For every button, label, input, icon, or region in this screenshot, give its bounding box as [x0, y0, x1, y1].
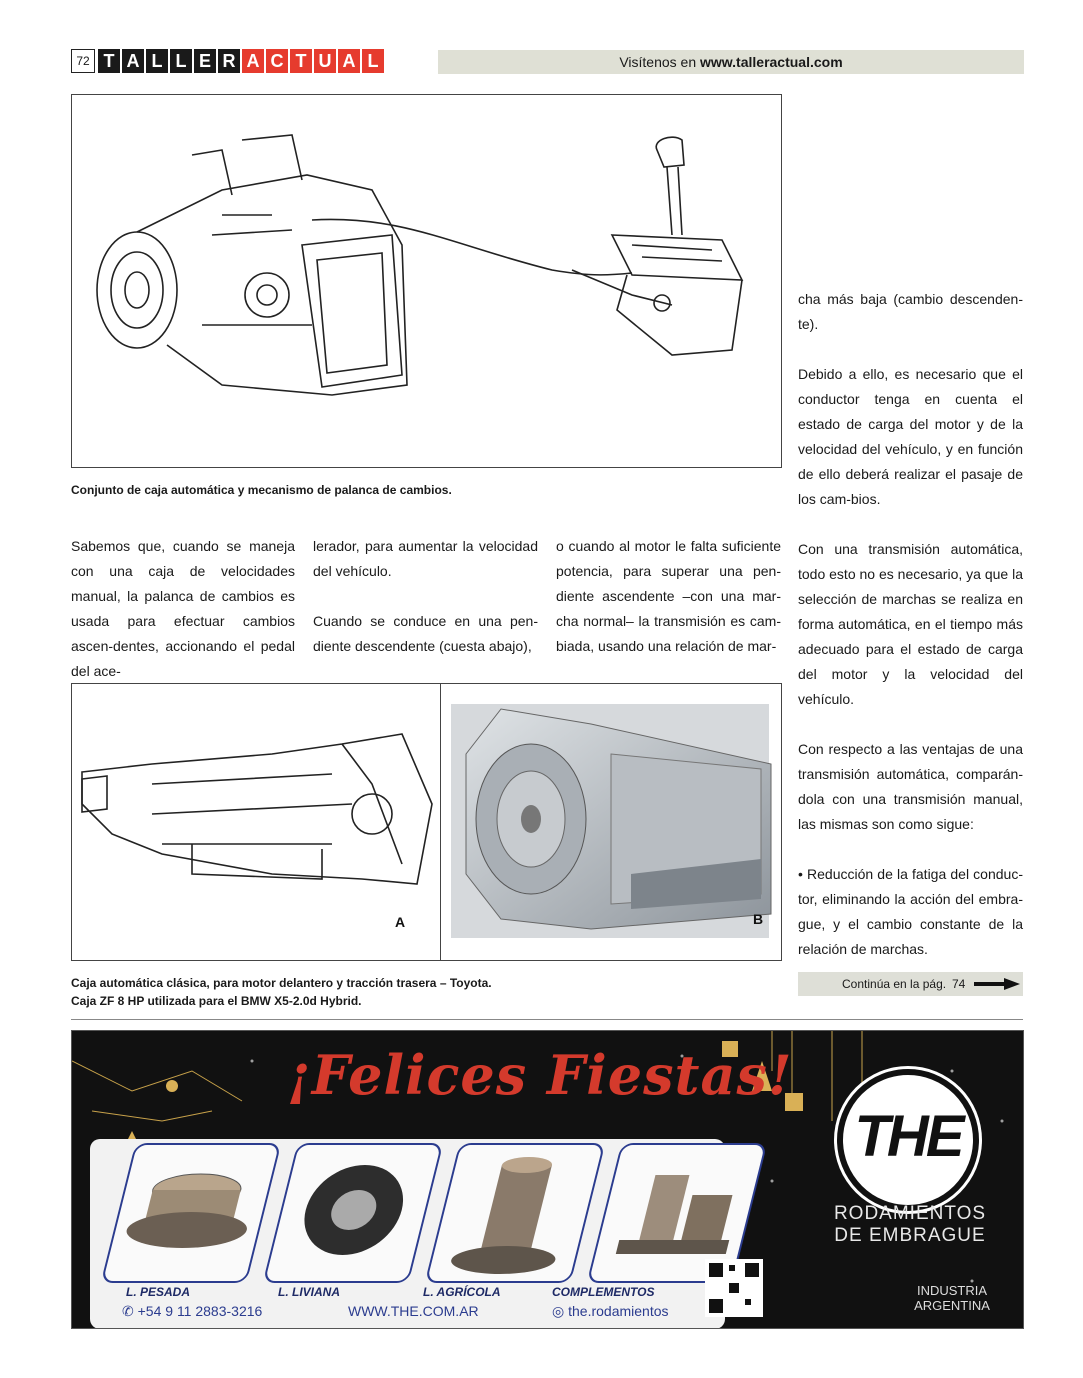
- page-number: 72: [71, 49, 95, 73]
- origin-line: INDUSTRIA: [916, 1283, 988, 1298]
- brand-name: THE: [854, 1104, 962, 1169]
- ad-title: ¡Felices Fiestas!: [287, 1043, 793, 1107]
- logo-letter: L: [146, 49, 168, 73]
- bearing-icon: [427, 1145, 603, 1281]
- logo-letter: A: [242, 49, 264, 73]
- logo-letter: A: [122, 49, 144, 73]
- products-panel: [90, 1139, 725, 1329]
- paragraph: cha más baja (cambio descenden-te).: [798, 291, 1023, 332]
- paragraph: lerador, para aumentar la velocidad del vehículo.: [313, 538, 538, 579]
- product-label: L. AGRÍCOLA: [423, 1285, 501, 1299]
- figure-caption-top: Conjunto de caja automática y mecanismo de palanca de cambios.: [71, 483, 452, 497]
- logo-letter: T: [290, 49, 312, 73]
- product-label: COMPLEMENTOS: [552, 1285, 655, 1299]
- paragraph: Con respecto a las ventajas de una transmisión automática, comparán-dola con una transmisión manual, las mismas son como sigue:: [798, 741, 1023, 832]
- brand-tagline: [820, 1203, 1000, 1247]
- paragraph: Cuando se conduce en una pen-diente descendente (cuesta abajo),: [313, 613, 538, 654]
- transmission-drawing: [72, 95, 781, 467]
- toyota-transmission-drawing: [72, 684, 440, 960]
- transmission-comparison-figure: [71, 683, 782, 961]
- logo-letter: T: [98, 49, 120, 73]
- origin-line: ARGENTINA: [914, 1298, 990, 1313]
- figure-caption-bottom: [71, 974, 780, 1010]
- product-label: L. LIVIANA: [278, 1285, 340, 1299]
- continue-page: 74: [952, 977, 966, 991]
- bearing-icon: [103, 1145, 279, 1281]
- continue-text: Continúa en la pág.: [842, 977, 947, 991]
- origin-text: [892, 1283, 1012, 1313]
- website-text[interactable]: WWW.THE.COM.AR: [348, 1303, 479, 1319]
- figure-label-b: B: [753, 911, 764, 927]
- phone-contact[interactable]: [122, 1303, 262, 1320]
- logo-letter: L: [362, 49, 384, 73]
- caption-line: Caja ZF 8 HP utilizada para el BMW X5-2.0d Hybrid.: [71, 994, 362, 1008]
- product-card[interactable]: [263, 1143, 444, 1283]
- paragraph: • Reducción de la fatiga del conduc-tor, eliminando la acción del embra-gue, y el cambio constante de la relación de marchas.: [798, 866, 1023, 957]
- article-column-right: [798, 287, 1023, 962]
- logo-letter: A: [338, 49, 360, 73]
- logo-letter: E: [194, 49, 216, 73]
- instagram-contact[interactable]: [552, 1303, 669, 1320]
- qr-code-icon[interactable]: [705, 1259, 763, 1317]
- article-column-1: [71, 534, 295, 684]
- instagram-handle: the.rodamientos: [568, 1303, 669, 1319]
- paragraph: o cuando al motor le falta suficiente potencia, para superar una pen-diente ascendente –con una mar-cha normal– la transmisión es cam-biada, usando una relación de mar-: [556, 538, 781, 654]
- article-column-2: [313, 534, 538, 659]
- the-rodamientos-advertisement[interactable]: [71, 1030, 1024, 1329]
- magazine-logo: [98, 49, 384, 73]
- website-banner: [438, 50, 1024, 74]
- phone-number: +54 9 11 2883-3216: [137, 1303, 263, 1319]
- caption-line: Caja automática clásica, para motor delantero y tracción trasera – Toyota.: [71, 976, 492, 990]
- product-label: L. PESADA: [126, 1285, 191, 1299]
- continue-banner[interactable]: [798, 972, 1023, 996]
- paragraph: Debido a ello, es necesario que el conductor tenga en cuenta el estado de carga del motor y de la velocidad del vehículo, y en función de ello deberá realizar el pasaje de los cam-bios.: [798, 366, 1023, 507]
- tagline-line: DE EMBRAGUE: [834, 1225, 986, 1246]
- zf-8hp-transmission-photo: [441, 684, 781, 960]
- arrow-right-icon: [974, 977, 1020, 991]
- logo-letter: L: [170, 49, 192, 73]
- article-column-3: [556, 534, 781, 659]
- product-card[interactable]: [425, 1143, 606, 1283]
- website-link[interactable]: www.talleractual.com: [700, 54, 843, 70]
- logo-letter: C: [266, 49, 288, 73]
- transmission-assembly-figure: [71, 94, 782, 468]
- logo-letter: U: [314, 49, 336, 73]
- figure-label-a: A: [395, 914, 406, 930]
- bearing-icon: [265, 1145, 441, 1281]
- tagline-line: RODAMIENTOS: [833, 1203, 987, 1224]
- product-card[interactable]: [101, 1143, 282, 1283]
- instagram-icon: ◎: [552, 1303, 569, 1319]
- visit-prefix: Visítenos en: [619, 54, 701, 70]
- whatsapp-icon: ✆: [122, 1303, 138, 1319]
- paragraph: Sabemos que, cuando se maneja con una caja de velocidades manual, la palanca de cambios es usada para efectuar cambios ascen-dentes, accionando el pedal del ace-: [71, 538, 295, 679]
- brand-logo: [837, 1069, 979, 1211]
- logo-letter: R: [218, 49, 240, 73]
- paragraph: Con una transmisión automática, todo esto no es necesario, ya que la selección de marchas se realiza en forma automática, en el tiempo más adecuado para el estado de carga del motor y la velocidad del vehículo.: [798, 541, 1023, 707]
- section-divider: [71, 1019, 1023, 1020]
